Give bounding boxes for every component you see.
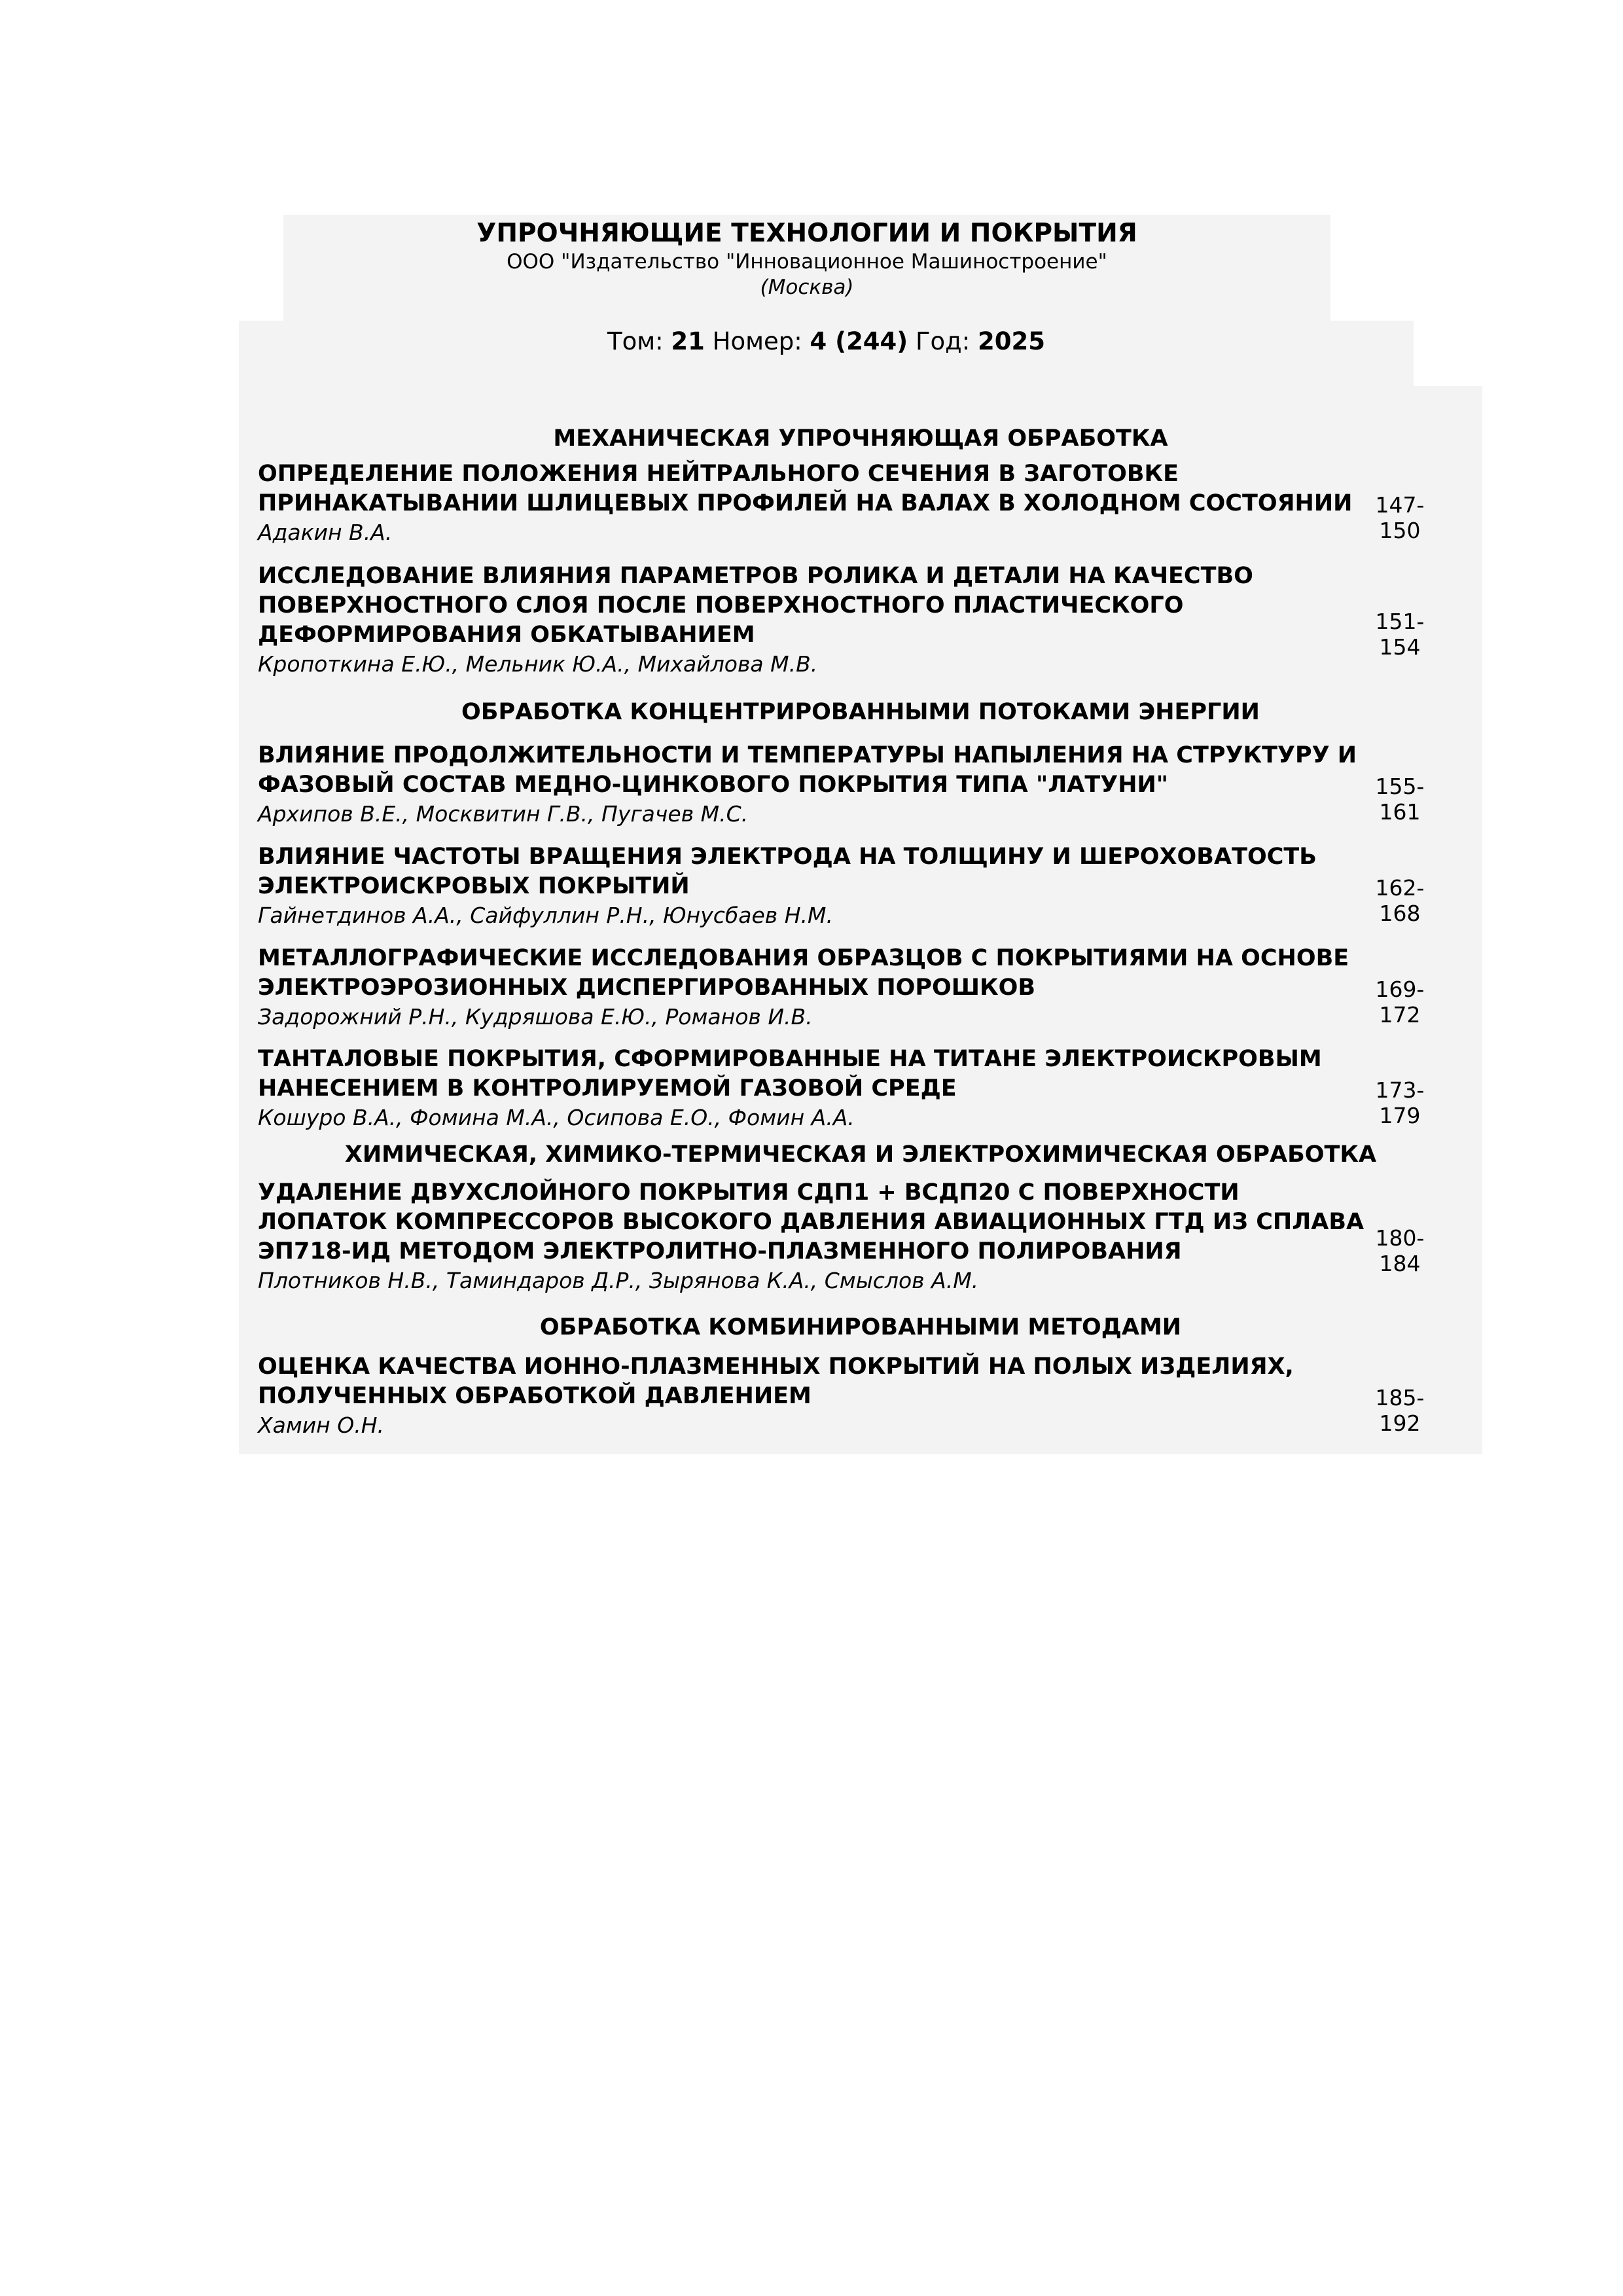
section-heading: ХИМИЧЕСКАЯ, ХИМИКО-ТЕРМИЧЕСКАЯ И ЭЛЕКТРОХИМИЧЕСКАЯ ОБРАБОТКА bbox=[344, 1141, 1377, 1168]
article-pages: 162-168 bbox=[1375, 875, 1425, 926]
article-pages: 155-161 bbox=[1375, 774, 1425, 825]
article-title[interactable] bbox=[258, 459, 1353, 518]
toc-article[interactable] bbox=[258, 741, 1462, 828]
toc-article[interactable] bbox=[258, 1045, 1462, 1132]
article-title-line: ДЕФОРМИРОВАНИЯ ОБКАТЫВАНИЕМ bbox=[258, 622, 755, 648]
article-title[interactable] bbox=[258, 741, 1357, 800]
toc-article[interactable] bbox=[258, 944, 1462, 1031]
article-title[interactable] bbox=[258, 842, 1344, 901]
toc-article[interactable] bbox=[258, 1178, 1462, 1295]
article-title[interactable] bbox=[258, 1045, 1344, 1103]
article-title[interactable] bbox=[258, 944, 1349, 1003]
article-title-line: ЭЛЕКТРОЭРОЗИОННЫХ ДИСПЕРГИРОВАННЫХ ПОРОШКОВ bbox=[258, 975, 1036, 1001]
article-title-line: ЭП718-ИД МЕТОДОМ ЭЛЕКТРОЛИТНО-ПЛАЗМЕННОГО ПОЛИРОВАНИЯ bbox=[258, 1238, 1182, 1265]
article-pages: 169-172 bbox=[1375, 977, 1425, 1028]
journal-title[interactable]: УПРОЧНЯЮЩИЕ ТЕХНОЛОГИИ И ПОКРЫТИЯ bbox=[476, 219, 1137, 248]
article-title-line: МЕТАЛЛОГРАФИЧЕСКИЕ ИССЛЕДОВАНИЯ ОБРАЗЦОВ С ПОКРЫТИЯМИ НА ОСНОВЕ bbox=[258, 945, 1349, 971]
article-pages: 147-150 bbox=[1375, 492, 1425, 543]
year-label: Год: bbox=[915, 327, 971, 355]
article-title-line: ВЛИЯНИЕ ПРОДОЛЖИТЕЛЬНОСТИ И ТЕМПЕРАТУРЫ НАПЫЛЕНИЯ НА СТРУКТУРУ И bbox=[258, 742, 1357, 768]
article-title[interactable] bbox=[258, 1352, 1344, 1411]
article-title-line: ПРИНАКАТЫВАНИИ ШЛИЦЕВЫХ ПРОФИЛЕЙ НА ВАЛАХ В ХОЛОДНОМ СОСТОЯНИИ bbox=[258, 490, 1353, 516]
number-label: Номер: bbox=[712, 327, 802, 355]
volume-value: 21 bbox=[671, 327, 705, 355]
publisher: ООО "Издательство "Инновационное Машиностроение" bbox=[507, 250, 1107, 274]
article-title-line: УДАЛЕНИЕ ДВУХСЛОЙНОГО ПОКРЫТИЯ СДП1 + ВСДП20 С ПОВЕРХНОСТИ bbox=[258, 1179, 1240, 1206]
section-heading: ОБРАБОТКА КОНЦЕНТРИРОВАННЫМИ ПОТОКАМИ ЭНЕРГИИ bbox=[461, 699, 1260, 725]
issue-info bbox=[239, 321, 1414, 386]
article-title-line: ФАЗОВЫЙ СОСТАВ МЕДНО-ЦИНКОВОГО ПОКРЫТИЯ ТИПА "ЛАТУНИ" bbox=[258, 772, 1169, 798]
article-authors[interactable]: Плотников Н.В., Таминдаров Д.Р., Зырянова К.А., Смыслов А.М. bbox=[258, 1268, 979, 1293]
article-pages: 180-184 bbox=[1375, 1225, 1425, 1276]
article-authors[interactable]: Кропоткина Е.Ю., Мельник Ю.А., Михайлова М.В. bbox=[258, 651, 818, 677]
toc-article[interactable] bbox=[258, 1352, 1462, 1439]
section-heading: МЕХАНИЧЕСКАЯ УПРОЧНЯЮЩАЯ ОБРАБОТКА bbox=[553, 425, 1168, 452]
section-heading: ОБРАБОТКА КОМБИНИРОВАННЫМИ МЕТОДАМИ bbox=[539, 1314, 1182, 1340]
article-title-line: ТАНТАЛОВЫЕ ПОКРЫТИЯ, СФОРМИРОВАННЫЕ НА ТИТАНЕ ЭЛЕКТРОИСКРОВЫМ bbox=[258, 1046, 1322, 1072]
article-authors[interactable]: Адакин В.А. bbox=[258, 520, 393, 545]
article-authors[interactable]: Архипов В.Е., Москвитин Г.В., Пугачев М.С. bbox=[258, 801, 749, 827]
article-title-line: ИССЛЕДОВАНИЕ ВЛИЯНИЯ ПАРАМЕТРОВ РОЛИКА И ДЕТАЛИ НА КАЧЕСТВО bbox=[258, 563, 1253, 589]
article-title-line: ОЦЕНКА КАЧЕСТВА ИОННО-ПЛАЗМЕННЫХ ПОКРЫТИЙ НА ПОЛЫХ ИЗДЕЛИЯХ, bbox=[258, 1354, 1294, 1380]
article-title-line: ЭЛЕКТРОИСКРОВЫХ ПОКРЫТИЙ bbox=[258, 873, 690, 899]
article-pages: 151-154 bbox=[1375, 609, 1425, 660]
article-title[interactable] bbox=[258, 562, 1344, 650]
article-pages: 185-192 bbox=[1375, 1385, 1425, 1436]
number-value: 4 (244) bbox=[810, 327, 908, 355]
toc-article[interactable] bbox=[258, 459, 1462, 547]
issue-line bbox=[239, 327, 1414, 355]
article-authors[interactable]: Задорожний Р.Н., Кудряшова Е.Ю., Романов И.В. bbox=[258, 1004, 813, 1030]
year-value: 2025 bbox=[978, 327, 1045, 355]
article-title-line: ПОЛУЧЕННЫХ ОБРАБОТКОЙ ДАВЛЕНИЕМ bbox=[258, 1383, 812, 1409]
article-title-line: ЛОПАТОК КОМПРЕССОРОВ ВЫСОКОГО ДАВЛЕНИЯ АВИАЦИОННЫХ ГТД ИЗ СПЛАВА bbox=[258, 1209, 1364, 1235]
article-authors[interactable]: Хамин О.Н. bbox=[258, 1412, 385, 1438]
article-authors[interactable]: Гайнетдинов А.А., Сайфуллин Р.Н., Юнусбаев Н.М. bbox=[258, 903, 834, 928]
toc-article[interactable] bbox=[258, 562, 1462, 678]
table-of-contents bbox=[239, 386, 1482, 1454]
article-title-line: ОПРЕДЕЛЕНИЕ ПОЛОЖЕНИЯ НЕЙТРАЛЬНОГО СЕЧЕНИЯ В ЗАГОТОВКЕ bbox=[258, 461, 1179, 487]
article-title-line: ПОВЕРХНОСТНОГО СЛОЯ ПОСЛЕ ПОВЕРХНОСТНОГО ПЛАСТИЧЕСКОГО bbox=[258, 592, 1184, 619]
journal-header bbox=[283, 215, 1330, 321]
article-title-line: НАНЕСЕНИЕМ В КОНТРОЛИРУЕМОЙ ГАЗОВОЙ СРЕДЕ bbox=[258, 1075, 957, 1102]
publisher-city: (Москва) bbox=[760, 276, 854, 299]
toc-article[interactable] bbox=[258, 842, 1462, 929]
article-title[interactable] bbox=[258, 1178, 1364, 1266]
volume-label: Том: bbox=[607, 327, 664, 355]
article-title-line: ВЛИЯНИЕ ЧАСТОТЫ ВРАЩЕНИЯ ЭЛЕКТРОДА НА ТОЛЩИНУ И ШЕРОХОВАТОСТЬ bbox=[258, 844, 1317, 870]
article-authors[interactable]: Кошуро В.А., Фомина М.А., Осипова Е.О., Фомин А.А. bbox=[258, 1105, 855, 1130]
article-pages: 173-179 bbox=[1375, 1077, 1425, 1128]
